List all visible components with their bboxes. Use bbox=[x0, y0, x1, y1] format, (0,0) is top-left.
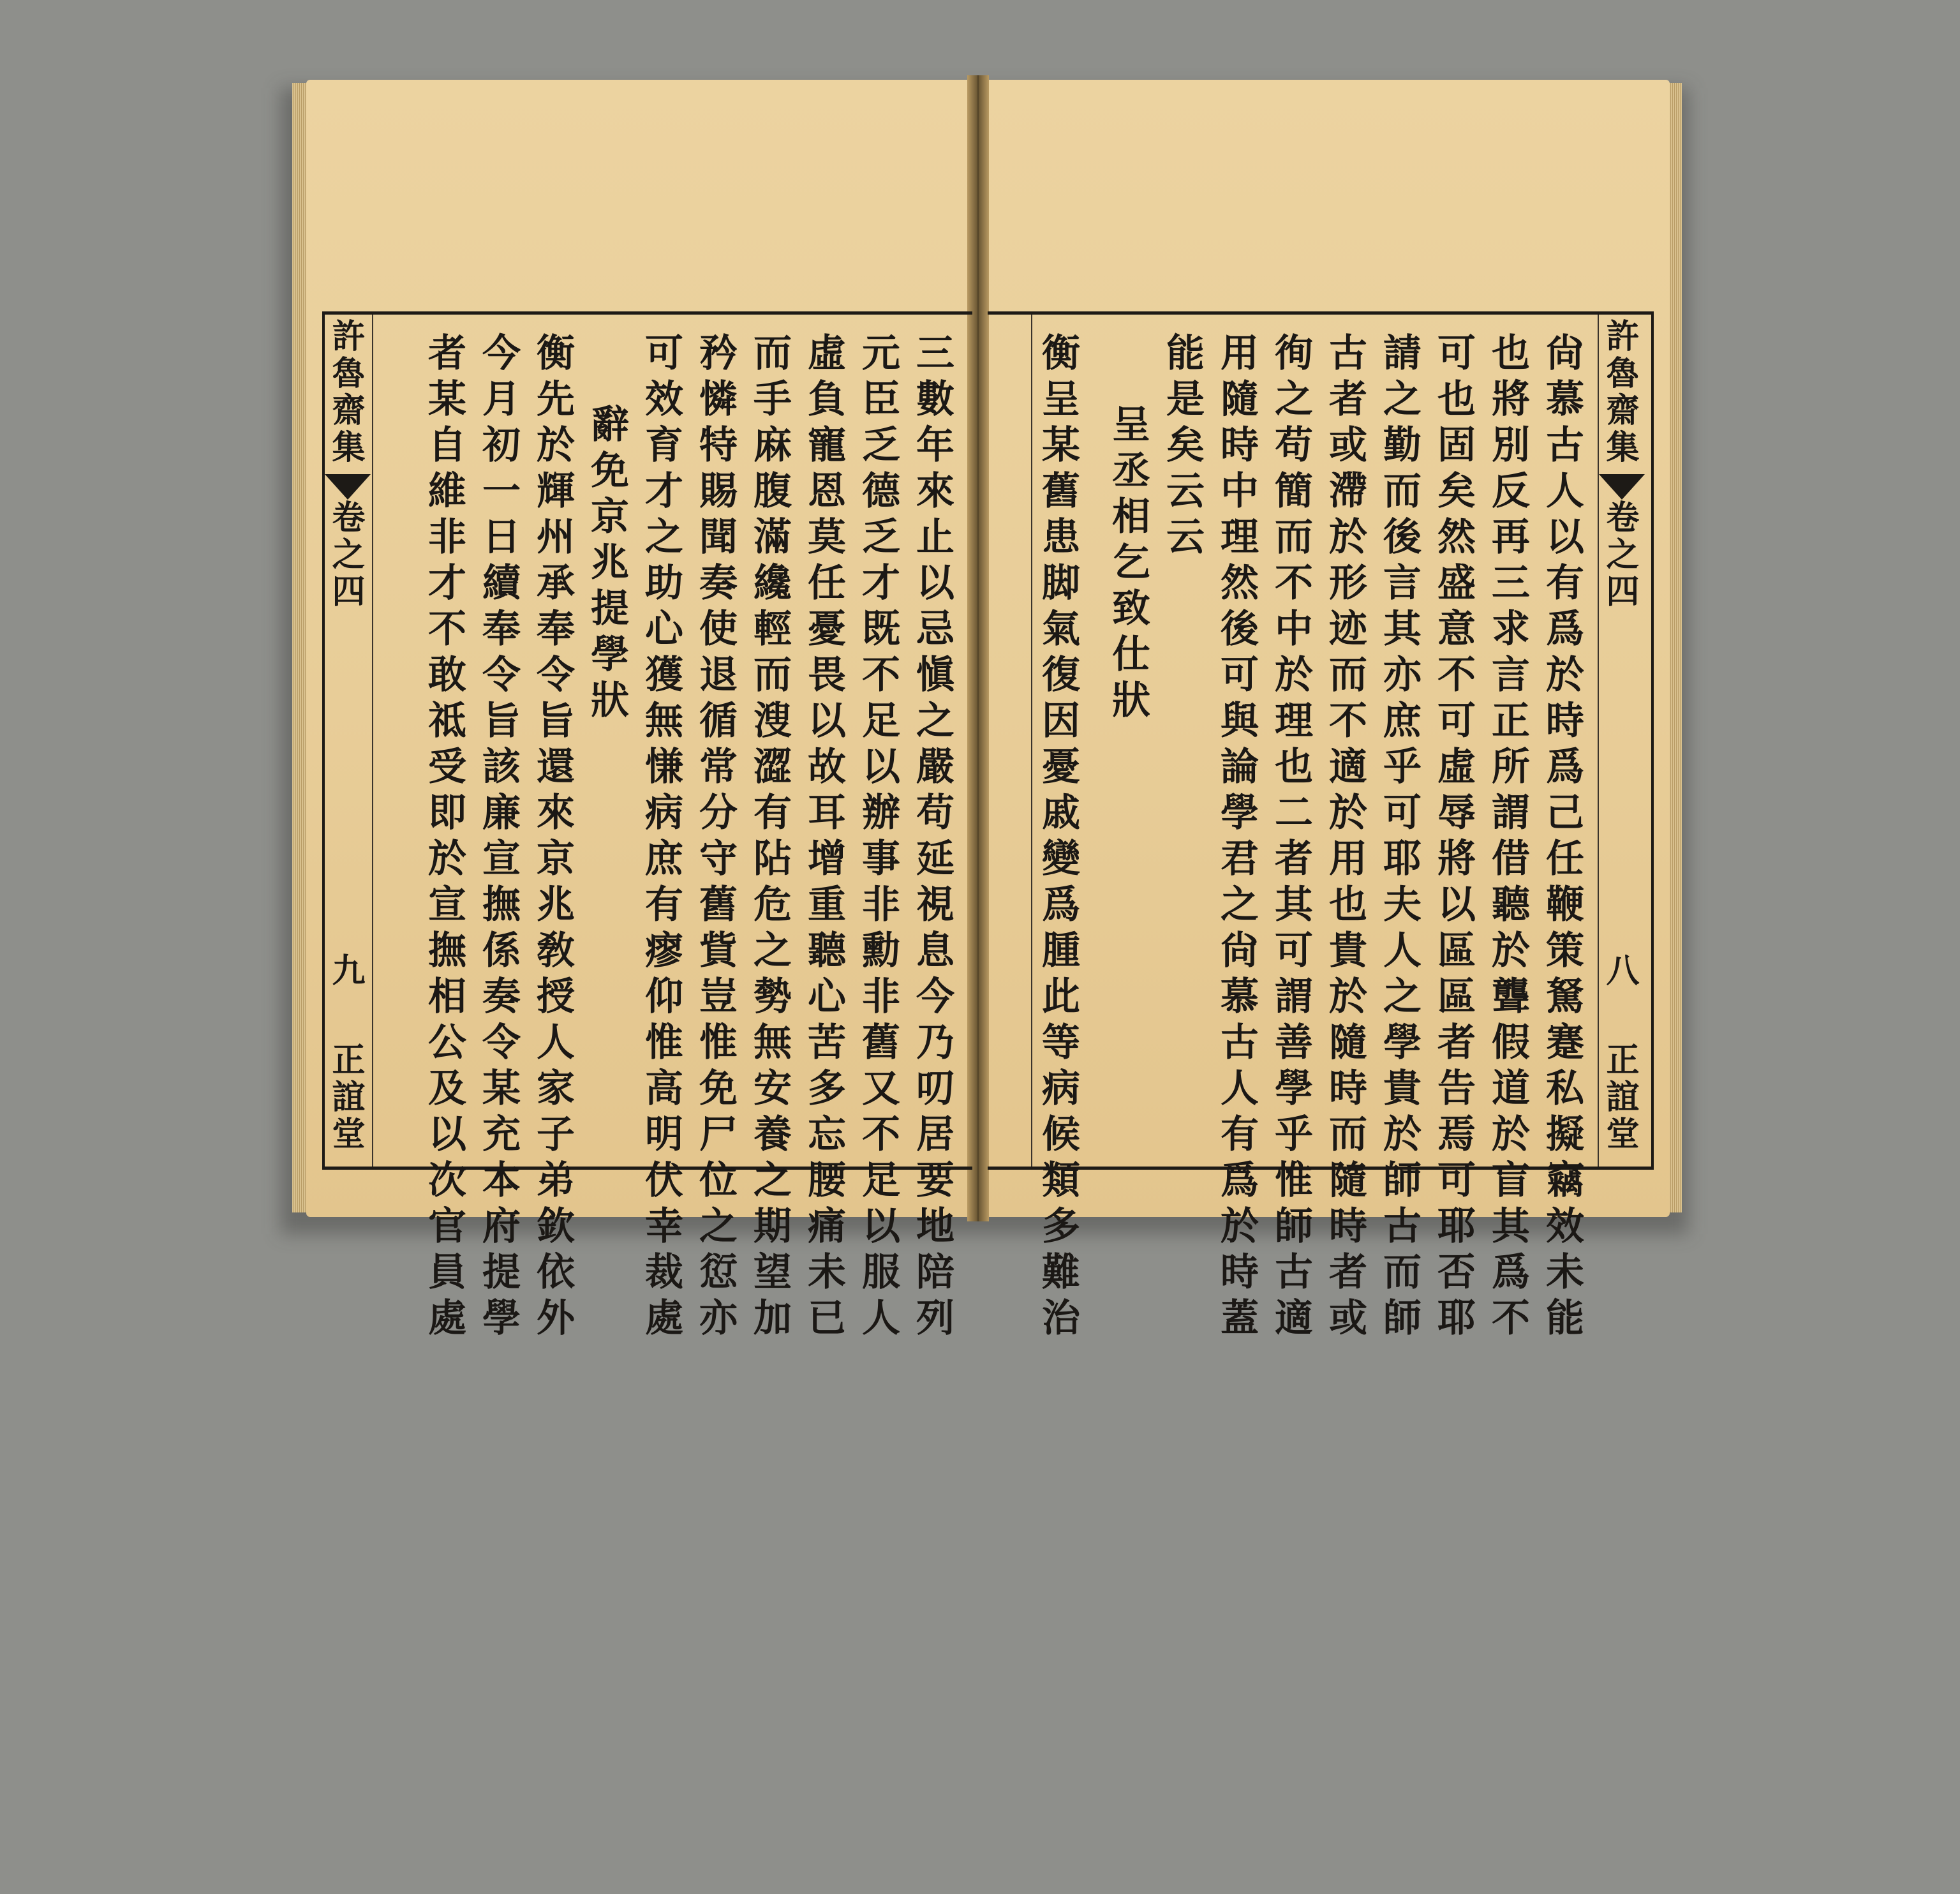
xinkou-page-number: 八 bbox=[1600, 953, 1639, 990]
left-xinkou bbox=[325, 315, 371, 1167]
text-column-10: 衡呈某舊患脚氣復因憂戚變爲腫此等病候類多難治 bbox=[1036, 332, 1080, 1343]
text-column-1: 三數年來止以忌愼之嚴苟延視息今乃叨居要地陪列 bbox=[910, 332, 954, 1343]
text-column-5: 矜憐特賜聞奏使退循常分守舊貲豈惟免尸位之愆亦 bbox=[693, 332, 738, 1343]
text-column-2: 也將別反再三求言正所謂借聽於聾假道於盲其爲不 bbox=[1485, 332, 1530, 1343]
section-heading: 辭免京兆提學狀 bbox=[584, 404, 629, 726]
left-text-frame bbox=[322, 311, 972, 1343]
text-column-4: 請之勤而後言其亦庶乎可耶夫人之學貴於師古而師 bbox=[1377, 332, 1422, 1343]
text-column-5: 古者或滯於形迹而不適於用也貴於隨時而隨時者或 bbox=[1323, 332, 1367, 1343]
text-column-7: 用隨時中理然後可與論學君之尙慕古人有爲於時蓋 bbox=[1214, 332, 1259, 1343]
text-column-10: 者某自維非才不敢祗受即於宣撫相公及以次官員處 bbox=[422, 332, 466, 1343]
column-rule bbox=[372, 315, 373, 1167]
text-column-9: 今月初一日續奉令旨該廉宣撫係奏令某充本府提學 bbox=[476, 332, 521, 1343]
text-column-2: 元臣乏德乏才既不足以辦事非勳非舊又不足以服人 bbox=[856, 332, 900, 1343]
xinkou-title: 許魯齋集 bbox=[326, 318, 365, 466]
xinkou-hall-name: 正誼堂 bbox=[1600, 1042, 1639, 1153]
right-text-frame bbox=[988, 311, 1654, 1343]
right-xinkou bbox=[1599, 315, 1645, 1167]
text-column-1: 尙慕古人以有爲於時爲己任鞭策駑蹇私擬竊效未能 bbox=[1540, 332, 1584, 1343]
column-rule bbox=[1031, 315, 1032, 1167]
xinkou-hall-name: 正誼堂 bbox=[326, 1042, 365, 1153]
text-column-6: 徇之苟簡而不中於理也二者其可謂善學乎惟師古適 bbox=[1268, 332, 1313, 1343]
text-column-8: 衡先於輝州承奉令旨還來京兆敎授人家子弟欽依外 bbox=[530, 332, 575, 1343]
xinkou-volume: 卷之四 bbox=[326, 500, 365, 611]
text-column-4: 而手麻腹滿纔輕而溲澀有阽危之勢無安養之期望加 bbox=[747, 332, 792, 1343]
text-column-3: 虛負寵恩莫任憂畏以故耳增重聽心苦多忘腰痛未已 bbox=[801, 332, 846, 1343]
xinkou-volume: 卷之四 bbox=[1600, 500, 1639, 611]
text-column-6: 可效育才之助心獲無慊病庶有瘳仰惟高明伏幸裁處 bbox=[639, 332, 683, 1343]
xinkou-page-number: 九 bbox=[326, 953, 365, 990]
text-column-3: 可也固矣然盛意不可虛辱將以區區者告焉可耶否耶 bbox=[1431, 332, 1476, 1343]
xinkou-title: 許魯齋集 bbox=[1600, 318, 1639, 466]
column-rule bbox=[1598, 315, 1599, 1167]
section-heading: 呈丞相乞致仕狀 bbox=[1106, 404, 1150, 726]
text-column-8: 能是矣云云 bbox=[1160, 332, 1205, 562]
